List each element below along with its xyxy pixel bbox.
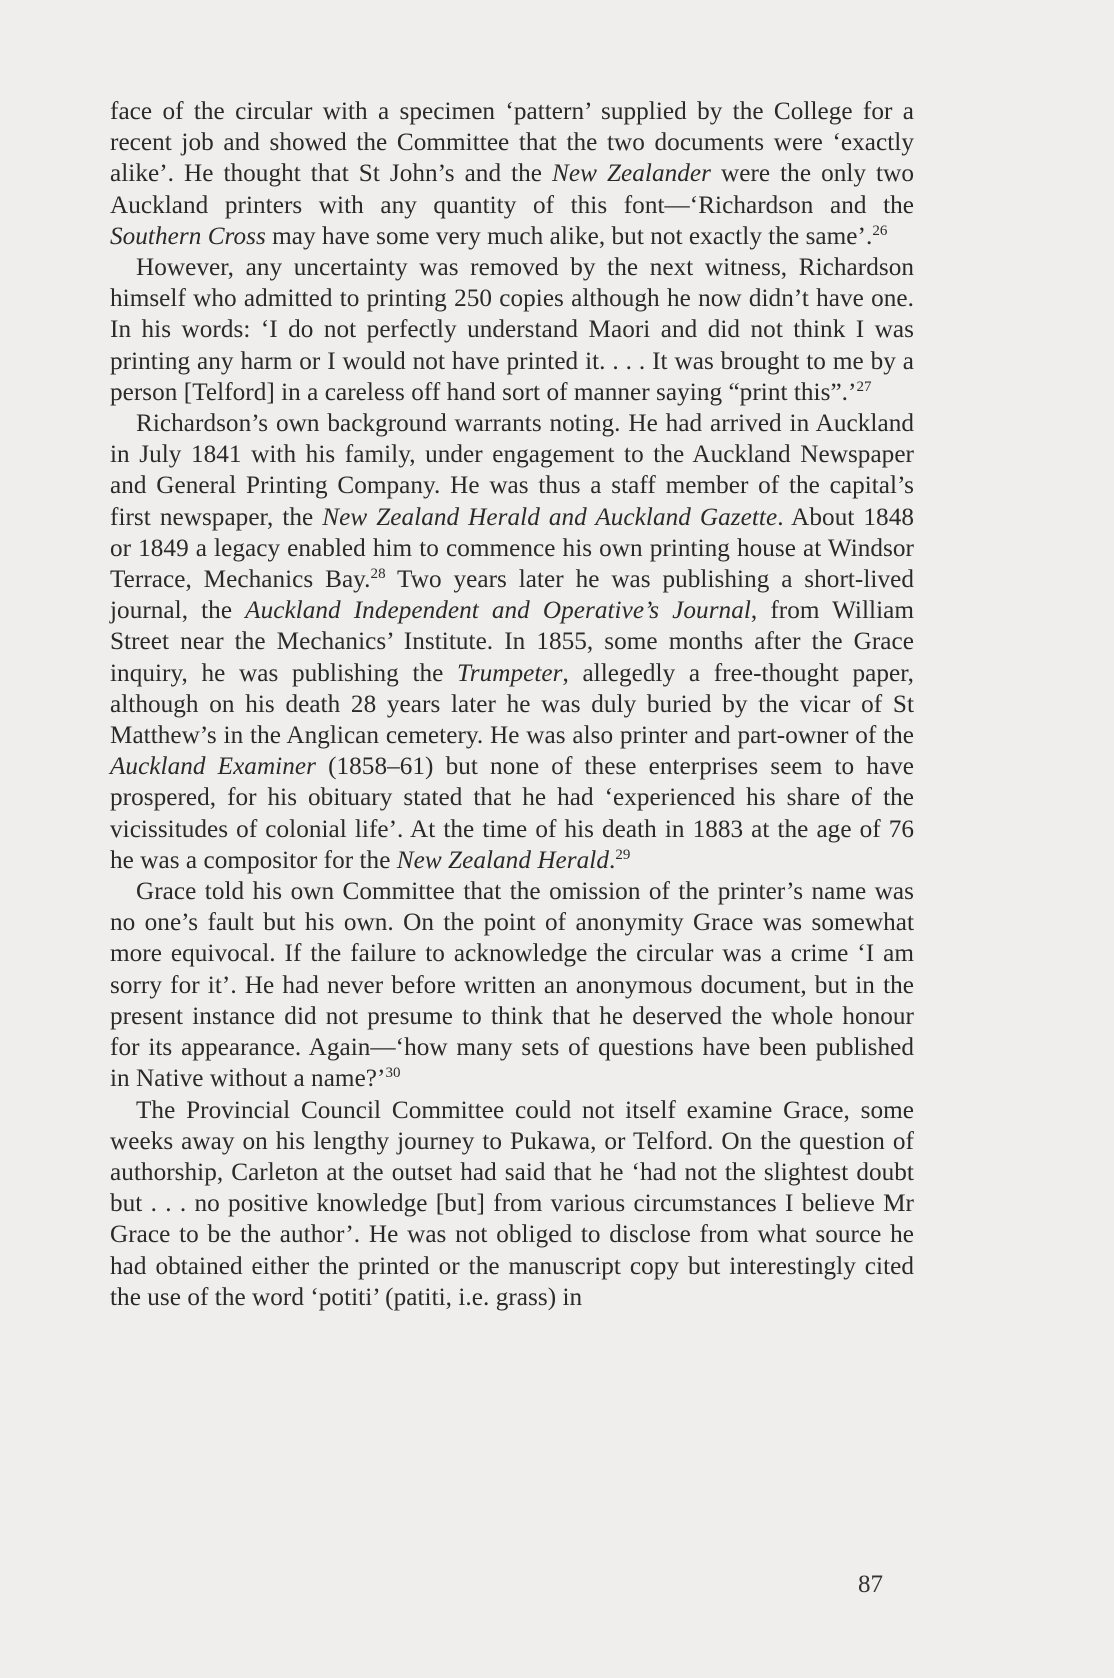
- italic-title: Southern Cross: [110, 222, 266, 250]
- text-run: , from William Street near the Mechanics’ Institute. In 1855, some months after the Grace inquiry, he was publishing the: [110, 597, 914, 687]
- paragraph: [110, 252, 914, 408]
- paragraph: [110, 1095, 914, 1313]
- italic-title: New Zealand Herald: [396, 846, 609, 874]
- text-run: .: [608, 846, 616, 874]
- paragraph: [110, 876, 914, 1094]
- text-run: face of the circular with a specimen ‘pattern’ supplied by the College for a recent job and showed the Committee that the two documents were ‘exactly alike’. He thought that St John’s and the: [110, 98, 914, 188]
- italic-title: Trumpeter: [457, 659, 563, 687]
- italic-title: Auckland Examiner: [110, 753, 316, 781]
- text-run: , allegedly a free-thought paper, although on his death 28 years later he was duly buried by the vicar of St Matthew’s in the Anglican cemetery. He was also printer and part-owner of the: [110, 659, 914, 750]
- footnote-ref: 27: [856, 378, 872, 395]
- page-number: 87: [858, 1571, 883, 1598]
- text-run: Grace told his own Committee that the omission of the printer’s name was no one’s fault but his own. On the point of anonymity Grace was somewhat more equivocal. If the failure to acknowledge the circular was a crime ‘I am sorry for it’. He had never before written an anonymous document, but in the present instance did not presume to think that he deserved the whole honour for its appearance. Again—‘how many sets of questions have been published in Native without a name?’: [110, 878, 914, 1093]
- text-run: However, any uncertainty was removed by the next witness, Richardson himself who admitted to printing 250 copies although he now didn’t have one. In his words: ‘I do not perfectly understand Maori and did not think I was printing any harm or I would not have printed it. . . . It was brought to me by a person [Telford] in a careless off hand sort of manner saying “print this”.’: [110, 254, 914, 406]
- footnote-ref: 26: [872, 222, 888, 239]
- footnote-ref: 28: [370, 566, 386, 583]
- italic-title: Auckland Independent and Operative’s Journal: [245, 597, 751, 625]
- paragraph: [110, 408, 914, 876]
- footnote-ref: 29: [615, 846, 631, 863]
- text-run: . About 1848 or 1849 a legacy enabled him to commence his own printing house at Windsor Terrace, Mechanics Bay.: [110, 503, 914, 594]
- footnote-ref: 30: [385, 1065, 401, 1082]
- text-run: were the only two Auckland printers with any quantity of this font—‘Richardson and the: [110, 160, 914, 219]
- text-run: The Provincial Council Committee could not itself examine Grace, some weeks away on his lengthy journey to Pukawa, or Telford. On the question of authorship, Carleton at the outset had said that he ‘had not the slightest doubt but . . . no positive knowledge [but] from various circumstances I believe Mr Grace to be the author’. He was not obliged to disclose from what source he had obtained either the printed or the manuscript copy but interestingly cited the use of the word ‘potiti’ (patiti, i.e. grass) in: [110, 1096, 914, 1311]
- body-text: [110, 96, 914, 1313]
- text-run: Richardson’s own background warrants noting. He had arrived in Auckland in July 1841 with his family, under engagement to the Auckland Newspaper and General Printing Company. He was thus a staff member of the capital’s first newspaper, the: [110, 410, 914, 531]
- text-run: (1858–61) but none of these enterprises seem to have prospered, for his obituary stated that he had ‘experienced his share of the vicissitudes of colonial life’. At the time of his death in 1883 at the age of 76 he was a compositor for the: [110, 753, 915, 874]
- paragraph: [110, 96, 914, 252]
- italic-title: New Zealand Herald and Auckland Gazette: [322, 503, 778, 531]
- text-run: may have some very much alike, but not exactly the same’.: [265, 222, 873, 250]
- text-run: Two years later he was publishing a short-lived journal, the: [110, 566, 914, 625]
- italic-title: New Zealander: [552, 160, 711, 188]
